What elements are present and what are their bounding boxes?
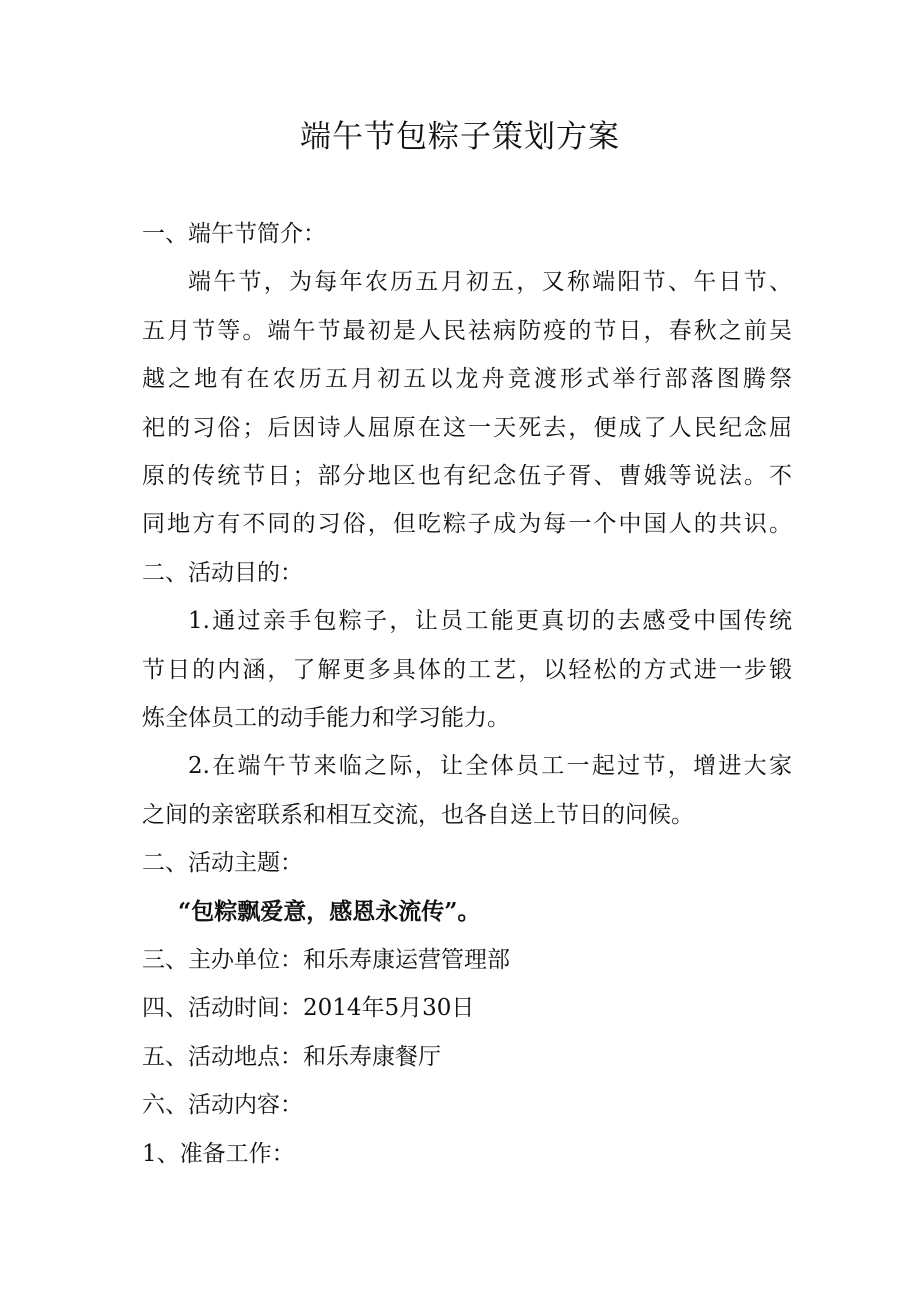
section-heading-purpose: 二、活动目的： bbox=[142, 560, 303, 586]
paragraph-line: 端午节，为每年农历五月初五，又称端阳节、午日节、 bbox=[188, 269, 792, 295]
section-heading-content: 六、活动内容： bbox=[142, 1092, 303, 1118]
paragraph-line: 2.在端午节来临之际，让全体员工一起过节，增进大家 bbox=[188, 753, 792, 779]
section-heading-theme: 二、活动主题： bbox=[142, 850, 303, 876]
section-organizer: 三、主办单位：和乐寿康运营管理部 bbox=[142, 947, 510, 973]
section-time: 四、活动时间：2014年5月30日 bbox=[142, 995, 475, 1021]
paragraph-line: 祀的习俗；后因诗人屈原在这一天死去，便成了人民纪念屈 bbox=[142, 415, 792, 441]
document-title: 端午节包粽子策划方案 bbox=[300, 119, 620, 155]
paragraph-line: 五月节等。端午节最初是人民祛病防疫的节日，春秋之前吴 bbox=[142, 318, 792, 344]
paragraph-line: 之间的亲密联系和相互交流，也各自送上节日的问候。 bbox=[142, 802, 694, 828]
section-heading-intro: 一、端午节简介： bbox=[142, 221, 326, 247]
paragraph-line: 炼全体员工的动手能力和学习能力。 bbox=[142, 705, 510, 731]
paragraph-line: 节日的内涵，了解更多具体的工艺，以轻松的方式进一步锻 bbox=[142, 657, 792, 683]
paragraph-line: 1.通过亲手包粽子，让员工能更真切的去感受中国传统 bbox=[188, 608, 792, 634]
theme-slogan: “包粽飘爱意，感恩永流传”。 bbox=[178, 898, 481, 925]
paragraph-line: 原的传统节日；部分地区也有纪念伍子胥、曹娥等说法。不 bbox=[142, 463, 792, 489]
subsection-preparation: 1、准备工作： bbox=[142, 1141, 295, 1167]
paragraph-line: 越之地有在农历五月初五以龙舟竞渡形式举行部落图腾祭 bbox=[142, 366, 792, 392]
section-location: 五、活动地点：和乐寿康餐厅 bbox=[142, 1044, 441, 1070]
paragraph-line: 同地方有不同的习俗，但吃粽子成为每一个中国人的共识。 bbox=[142, 511, 792, 537]
